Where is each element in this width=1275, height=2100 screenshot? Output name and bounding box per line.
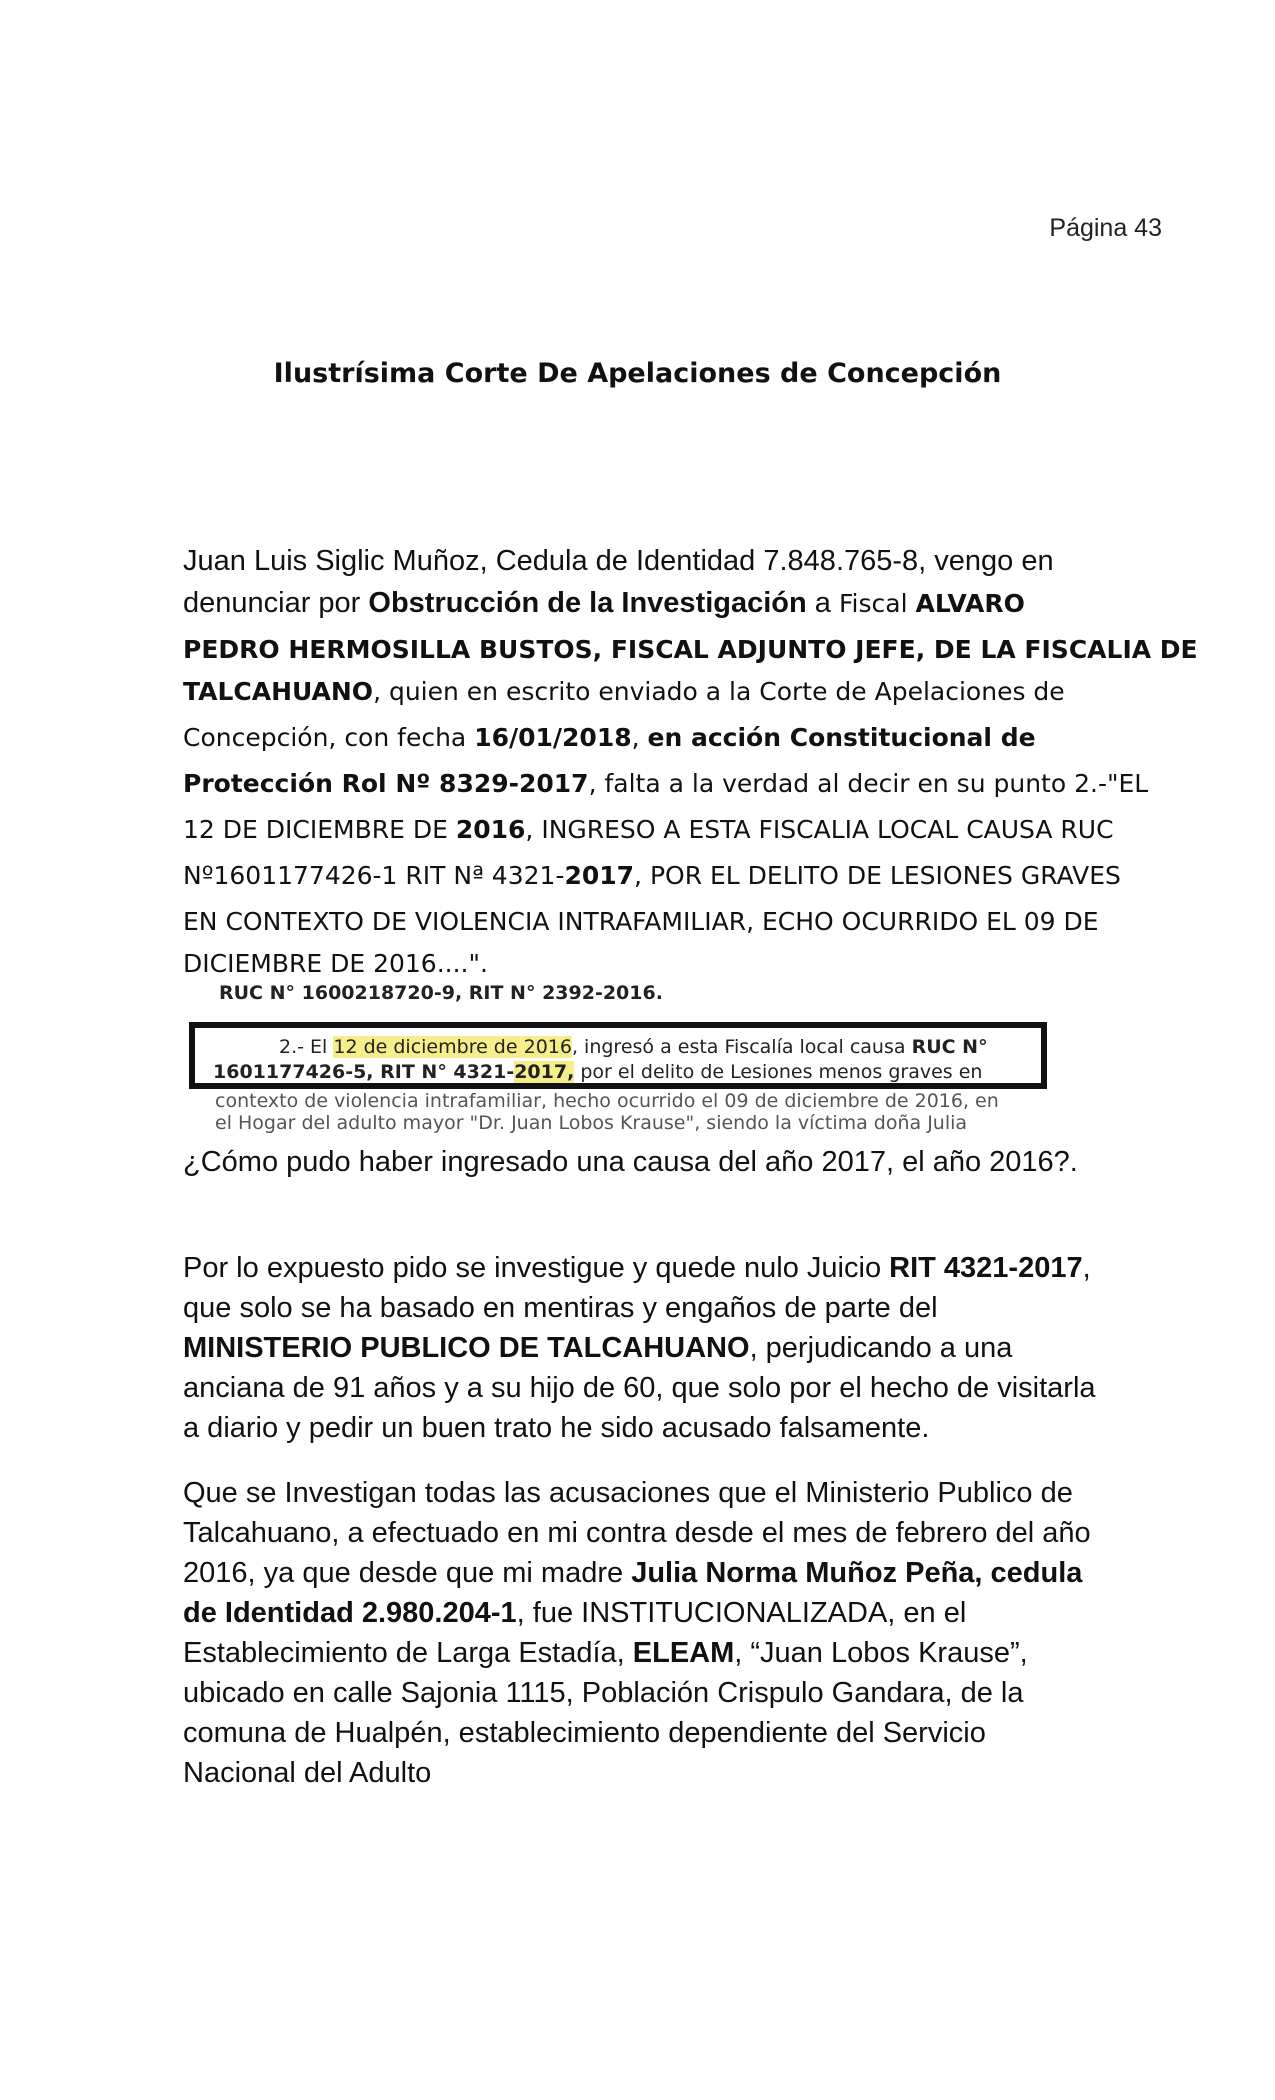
p1-line-4: TALCAHUANO, quien en escrito enviado a la Corte de Apelaciones de — [183, 677, 1065, 706]
scanned-excerpt — [183, 980, 1073, 1134]
p1-line-7: 12 DE DICIEMBRE DE 2016, INGRESO A ESTA FISCALIA LOCAL CAUSA RUC — [183, 815, 1114, 844]
paragraph-investigation: Que se Investigan todas las acusaciones que el Ministerio Publico de Talcahuano, a efectuado en mi contra desde el mes de febrero del año 2016, ya que desde que mi madre Julia Norma Muñoz Peña, cedula de Identidad 2.980.204-1, fue INSTITUCIONALIZADA, en el Establecimiento de Larga Estadía, ELEAM, “Juan Lobos Krause”, ubicado en calle Sajonia 1115, Población Crispulo Gandara, de la comuna de Hualpén, establecimiento dependiente del Servicio Nacional del Adulto — [183, 1477, 1091, 1789]
excerpt-line-3: contexto de violencia intrafamiliar, hecho ocurrido el 09 de diciembre de 2016, en — [215, 1090, 999, 1112]
excerpt-line-2: 1601177426-5, RIT N° 4321-2017, por el delito de Lesiones menos graves en — [213, 1061, 983, 1083]
excerpt-line-4: el Hogar del adulto mayor "Dr. Juan Lobos Krause", siendo la víctima doña Julia — [215, 1112, 968, 1134]
p1-line-5: Concepción, con fecha 16/01/2018, en acción Constitucional de — [183, 723, 1036, 752]
page-number: Página 43 — [1049, 214, 1162, 242]
highlight-obstruccion: Obstrucción de la Investigación — [368, 587, 807, 619]
p1-line-1: Juan Luis Siglic Muñoz, Cedula de Identidad 7.848.765-8, vengo en — [183, 545, 1054, 577]
paragraph-request: Por lo expuesto pido se investigue y quede nulo Juicio RIT 4321-2017, que solo se ha basado en mentiras y engaños de parte del MINISTERIO PUBLICO DE TALCAHUANO, perjudicando a una anciana de 91 años y a su hijo de 60, que solo por el hecho de visitarla a diario y pedir un buen trato he sido acusado falsamente. — [183, 1252, 1096, 1444]
document-title: Ilustrísima Corte De Apelaciones de Concepción — [273, 358, 1002, 389]
p1-line-10: DICIEMBRE DE 2016....". — [183, 949, 488, 978]
paragraph-question: ¿Cómo pudo haber ingresado una causa del año 2017, el año 2016?. — [183, 1146, 1078, 1178]
p1-line-2: denunciar por Obstrucción de la Investigación a Fiscal ALVARO — [183, 587, 1025, 619]
highlight-date: 12 de diciembre de 2016 — [333, 1036, 572, 1058]
excerpt-line-1: 2.- El 12 de diciembre de 2016, ingresó a esta Fiscalía local causa RUC N° — [279, 1036, 988, 1058]
p1-line-8: Nº1601177426-1 RIT Nª 4321-2017, POR EL DELITO DE LESIONES GRAVES — [183, 861, 1121, 890]
p1-line-3: PEDRO HERMOSILLA BUSTOS, FISCAL ADJUNTO JEFE, DE LA FISCALIA DE — [183, 635, 1198, 664]
paragraph-denuncia — [183, 540, 1198, 985]
highlight-year: 2017, — [514, 1061, 575, 1083]
p1-line-6: Protección Rol Nº 8329-2017, falta a la verdad al decir en su punto 2.-"EL — [183, 769, 1149, 798]
excerpt-header: RUC N° 1600218720-9, RIT N° 2392-2016. — [219, 982, 663, 1004]
excerpt-box — [189, 1022, 1047, 1089]
p1-line-9: EN CONTEXTO DE VIOLENCIA INTRAFAMILIAR, ECHO OCURRIDO EL 09 DE — [183, 907, 1099, 936]
